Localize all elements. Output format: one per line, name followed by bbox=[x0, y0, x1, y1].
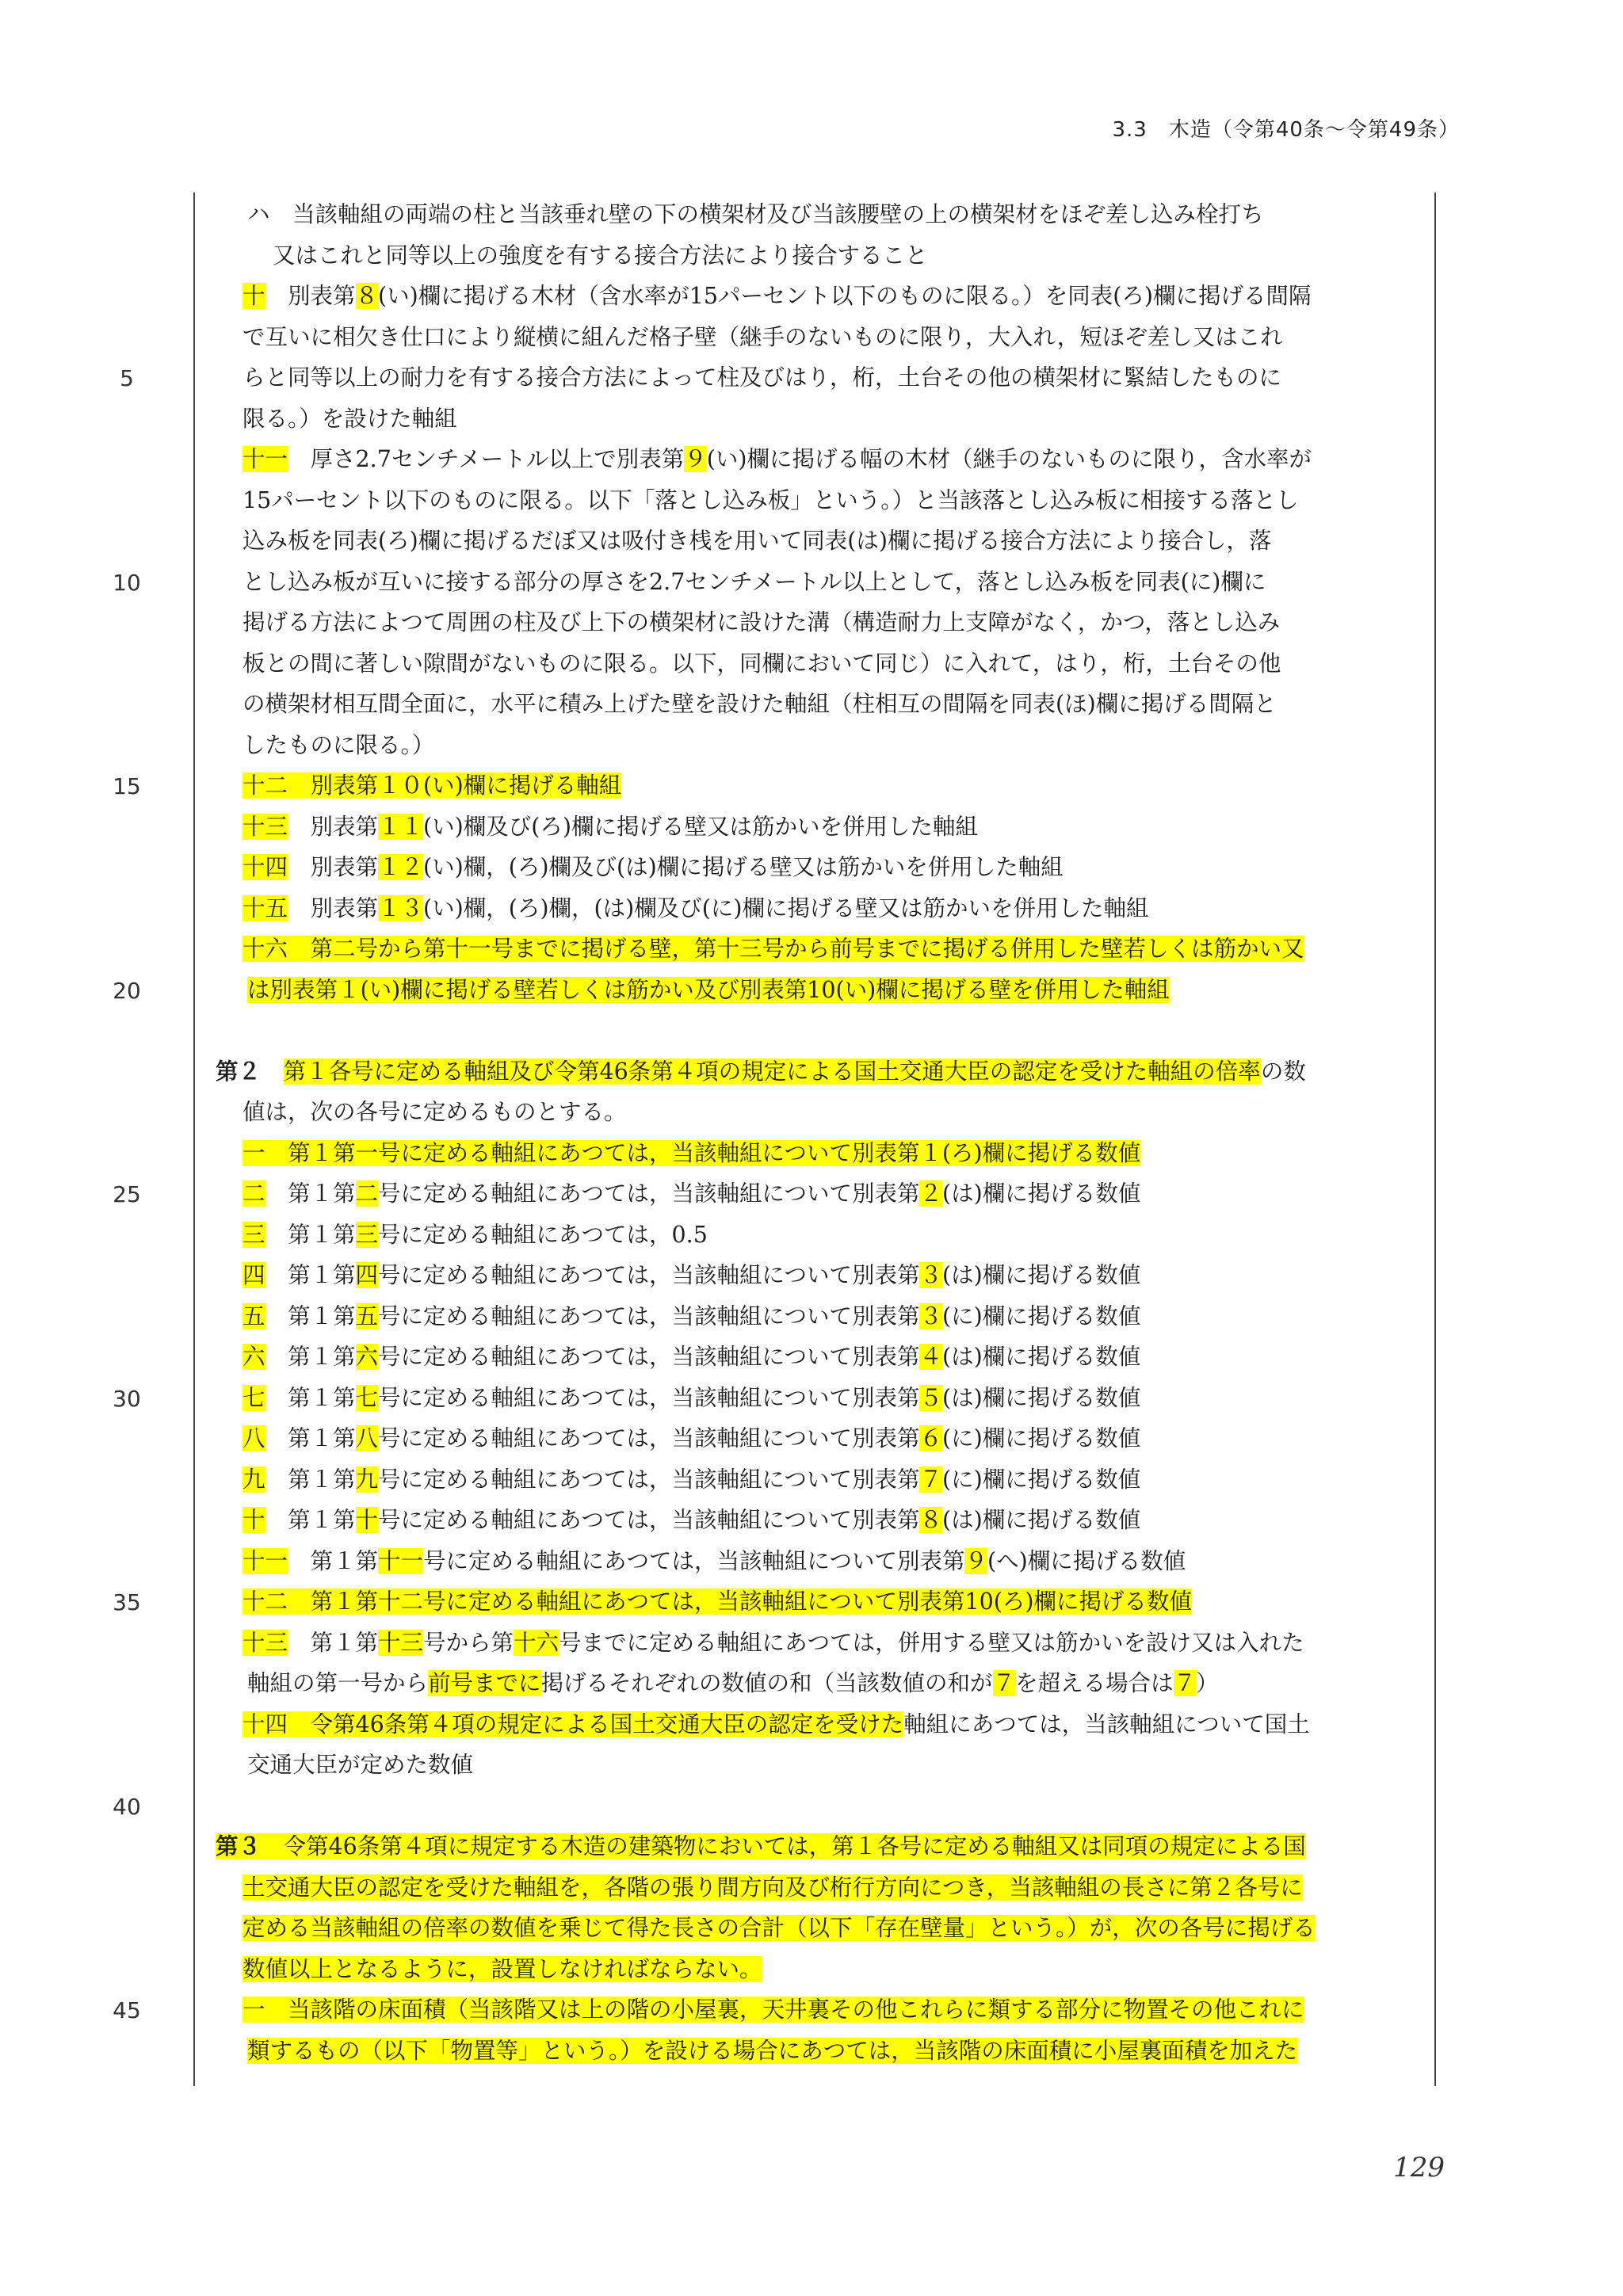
text-segment: 別表第 bbox=[288, 854, 379, 880]
line-number: 45 bbox=[113, 1997, 141, 2023]
text-segment: ） bbox=[1196, 1670, 1219, 1696]
text-segment: 号に定める軸組にあつては，当該軸組について別表第 bbox=[423, 1547, 965, 1574]
text-segment: (い)欄及び(ろ)欄に掲げる壁又は筋かいを併用した軸組 bbox=[423, 813, 979, 840]
text-line bbox=[242, 725, 434, 766]
highlighted-text: ３ bbox=[919, 1302, 942, 1329]
text-line bbox=[216, 1051, 1306, 1093]
highlighted-text: 四 bbox=[355, 1262, 379, 1288]
text-segment: 第１第 bbox=[288, 1547, 379, 1574]
text-segment: 号に定める軸組にあつては，当該軸組について別表第 bbox=[378, 1302, 920, 1329]
line-number: 25 bbox=[113, 1181, 141, 1207]
text-segment: らと同等以上の耐力を有する接合方法によって柱及びはり，桁，土台その他の横架材に緊結したものに bbox=[242, 364, 1282, 391]
text-segment: 第１第 bbox=[265, 1302, 356, 1329]
text-segment: 号に定める軸組にあつては，当該軸組について別表第 bbox=[378, 1262, 920, 1288]
highlighted-text: 三 bbox=[355, 1221, 379, 1248]
text-segment: 第１第 bbox=[265, 1384, 356, 1411]
text-line bbox=[242, 1296, 1140, 1337]
text-segment: を超える場合は bbox=[1015, 1670, 1174, 1696]
highlighted-text: ３ bbox=[919, 1262, 942, 1288]
text-line bbox=[242, 1908, 1316, 1949]
line-number: 40 bbox=[113, 1793, 141, 1820]
running-header: 3.3 木造（令第40条〜令第49条） bbox=[1112, 118, 1460, 142]
text-segment: (は)欄に掲げる数値 bbox=[942, 1507, 1141, 1533]
text-line bbox=[242, 1949, 762, 1990]
highlighted-text: ７ bbox=[919, 1466, 942, 1493]
highlighted-text: 十 bbox=[242, 1507, 265, 1533]
highlighted-text: 十一 bbox=[242, 446, 288, 472]
highlighted-text: 類するもの（以下「物置等」という。）を設ける場合にあつては，当該階の床面積に小屋裏面積を加えた bbox=[247, 2037, 1298, 2064]
text-segment: 厚さ2.7センチメートル以上で別表第 bbox=[288, 446, 685, 472]
highlighted-text: 九 bbox=[242, 1466, 265, 1493]
text-segment: 板との間に著しい隙間がないものに限る。以下，同欄において同じ）に入れて，はり，桁，土台その他 bbox=[242, 650, 1281, 677]
text-line bbox=[242, 847, 1064, 888]
highlighted-text: 十一 bbox=[242, 1547, 288, 1574]
text-segment: 15パーセント以下のものに限る。以下「落とし込み板」という。）と当該落とし込み板に相接する落とし bbox=[242, 486, 1299, 513]
text-segment: 掲げるそれぞれの数値の和（当該数値の和が bbox=[540, 1670, 993, 1696]
text-segment: 交通大臣が定めた数値 bbox=[247, 1752, 474, 1778]
line-number: 5 bbox=[120, 365, 134, 391]
highlighted-text: 五 bbox=[355, 1302, 379, 1329]
highlighted-text: 一 当該階の床面積（当該階又は上の階の小屋裏，天井裏その他これらに類する部分に物置その他これに bbox=[242, 1997, 1304, 2023]
highlighted-text: ７ bbox=[992, 1670, 1016, 1696]
text-line bbox=[242, 1459, 1140, 1501]
text-line bbox=[242, 399, 457, 440]
text-line bbox=[247, 1745, 473, 1786]
text-line bbox=[242, 684, 1277, 725]
highlighted-text: 十 bbox=[242, 283, 265, 309]
text-segment: (い)欄，(ろ)欄及び(は)欄に掲げる壁又は筋かいを併用した軸組 bbox=[423, 854, 1064, 880]
text-line bbox=[242, 929, 1304, 970]
text-segment: したものに限る。） bbox=[242, 731, 435, 758]
text-line bbox=[242, 1581, 1192, 1623]
highlighted-text: 八 bbox=[242, 1425, 265, 1451]
highlighted-text: 十二 bbox=[242, 772, 288, 799]
text-line bbox=[247, 1663, 1219, 1704]
text-segment: 号までに定める軸組にあつては，併用する壁又は筋かいを設け又は入れた bbox=[559, 1629, 1304, 1656]
text-segment: 又はこれと同等以上の強度を有する接合方法により接合すること bbox=[273, 242, 928, 269]
text-line bbox=[242, 1500, 1140, 1541]
text-segment: 軸組にあつては，当該軸組について国土 bbox=[903, 1711, 1310, 1737]
text-line bbox=[216, 1826, 1306, 1867]
highlighted-text: 十四 令第46条第４項の規定による国土交通大臣の認定を受けた bbox=[242, 1711, 904, 1737]
highlighted-text: ８ bbox=[919, 1507, 942, 1533]
text-line bbox=[242, 521, 1271, 562]
highlighted-text: ２ bbox=[919, 1180, 942, 1207]
highlighted-text: １２ bbox=[378, 854, 424, 880]
highlighted-text: ９ bbox=[684, 446, 707, 472]
text-segment: 第１第 bbox=[288, 1629, 379, 1656]
text-segment: 別表第 bbox=[288, 894, 379, 921]
text-segment: 号に定める軸組にあつては，当該軸組について別表第 bbox=[378, 1384, 920, 1411]
text-segment: とし込み板が互いに接する部分の厚さを2.7センチメートル以上として，落とし込み板を同表(に)欄に bbox=[242, 568, 1266, 595]
text-line bbox=[242, 1173, 1140, 1215]
text-line bbox=[242, 480, 1298, 521]
text-segment: (い)欄に掲げる幅の木材（継手のないものに限り，含水率が bbox=[706, 446, 1312, 472]
text-line bbox=[242, 562, 1266, 603]
highlighted-text: 六 bbox=[355, 1344, 379, 1370]
text-line bbox=[242, 1989, 1304, 2031]
highlighted-text: ６ bbox=[919, 1425, 942, 1451]
highlighted-text: ９ bbox=[964, 1547, 987, 1574]
text-segment: (い)欄，(ろ)欄，(は)欄及び(に)欄に掲げる壁又は筋かいを併用した軸組 bbox=[423, 894, 1149, 921]
text-segment: (は)欄に掲げる数値 bbox=[942, 1262, 1141, 1288]
text-line bbox=[247, 970, 1170, 1011]
text-segment: 第１第 bbox=[265, 1221, 356, 1248]
text-segment: (は)欄に掲げる数値 bbox=[942, 1180, 1141, 1207]
text-segment: 別表第 bbox=[265, 283, 356, 309]
left-margin-rule bbox=[193, 193, 195, 2086]
text-segment: の横架材相互間全面に，水平に積み上げた壁を設けた軸組（柱相互の間隔を同表(ほ)欄に掲げる間隔と bbox=[242, 691, 1277, 717]
text-line bbox=[242, 1541, 1186, 1582]
text-line bbox=[242, 807, 978, 848]
text-line bbox=[242, 357, 1281, 399]
text-line bbox=[242, 1867, 1303, 1909]
highlighted-text: 前号までに bbox=[428, 1670, 541, 1696]
text-line bbox=[242, 1337, 1140, 1378]
line-number: 15 bbox=[113, 773, 141, 799]
text-segment: 号から第 bbox=[423, 1629, 514, 1656]
highlighted-text: 四 bbox=[242, 1262, 265, 1288]
text-segment: 第１第 bbox=[265, 1507, 356, 1533]
text-segment: 第１第 bbox=[265, 1344, 356, 1370]
highlighted-text: 第１各号に定める軸組及び令第46条第４項の規定による国土交通大臣の認定を受けた軸組の倍率 bbox=[283, 1058, 1261, 1085]
highlighted-text: 令第46条第４項に規定する木造の建築物においては，第１各号に定める軸組又は同項の規定による国 bbox=[261, 1833, 1306, 1859]
highlighted-text: 十三 bbox=[378, 1629, 424, 1656]
highlighted-text: ４ bbox=[919, 1344, 942, 1370]
highlighted-text: 七 bbox=[242, 1384, 265, 1411]
text-line bbox=[242, 317, 1283, 358]
highlighted-text: 一 第１第一号に定める軸組にあつては，当該軸組について別表第１(ろ)欄に掲げる数値 bbox=[242, 1139, 1141, 1166]
line-number: 30 bbox=[113, 1385, 141, 1412]
text-segment: 軸組の第一号から bbox=[247, 1670, 429, 1696]
text-line bbox=[242, 602, 1280, 643]
text-segment: 込み板を同表(ろ)欄に掲げるだぼ又は吸付き桟を用いて同表(は)欄に掲げる接合方法により接合し，落 bbox=[242, 528, 1272, 554]
text-line bbox=[242, 1255, 1140, 1296]
highlighted-text: 十六 第二号から第十一号までに掲げる壁，第十三号から前号までに掲げる併用した壁若しくは筋かい又 bbox=[242, 936, 1304, 962]
text-segment: (に)欄に掲げる数値 bbox=[942, 1302, 1141, 1329]
text-line bbox=[242, 439, 1312, 480]
highlighted-text: 三 bbox=[242, 1221, 265, 1248]
highlighted-text: １１ bbox=[378, 813, 424, 840]
text-segment: 第１第 bbox=[265, 1466, 356, 1493]
text-segment: 号に定める軸組にあつては，当該軸組について別表第 bbox=[378, 1425, 920, 1451]
text-line bbox=[242, 1378, 1140, 1419]
text-line bbox=[242, 643, 1281, 685]
line-number: 20 bbox=[113, 977, 141, 1004]
highlighted-text: 第３ bbox=[216, 1833, 262, 1859]
highlighted-text: 十三 bbox=[242, 1629, 288, 1656]
highlighted-text: 八 bbox=[355, 1425, 379, 1451]
highlighted-text: １３ bbox=[378, 894, 424, 921]
highlighted-text: 二 bbox=[242, 1180, 265, 1207]
highlighted-text: ７ bbox=[1173, 1670, 1197, 1696]
text-line bbox=[242, 765, 621, 807]
text-segment bbox=[261, 1058, 284, 1085]
page-number: 129 bbox=[1393, 2152, 1445, 2183]
text-segment: (い)欄に掲げる木材（含水率が15パーセント以下のものに限る。）を同表(ろ)欄に掲げる間隔 bbox=[378, 283, 1312, 309]
highlighted-text: ５ bbox=[919, 1384, 942, 1411]
highlighted-text: 五 bbox=[242, 1302, 265, 1329]
text-line bbox=[247, 2031, 1297, 2072]
text-segment: (は)欄に掲げる数値 bbox=[942, 1344, 1141, 1370]
text-line bbox=[242, 1418, 1140, 1459]
text-segment: (へ)欄に掲げる数値 bbox=[987, 1547, 1186, 1574]
text-segment: 値は，次の各号に定めるものとする。 bbox=[242, 1099, 627, 1125]
highlighted-text: 十一 bbox=[378, 1547, 424, 1574]
highlighted-text: 土交通大臣の認定を受けた軸組を，各階の張り間方向及び桁行方向につき，当該軸組の長さに第２各号に bbox=[242, 1874, 1303, 1901]
highlighted-text: 七 bbox=[355, 1384, 379, 1411]
text-line bbox=[242, 1092, 627, 1133]
highlighted-text: 十二 第１第十二号に定める軸組にあつては，当該軸組について別表第10(ろ)欄に掲げる数値 bbox=[242, 1589, 1192, 1615]
text-segment: (に)欄に掲げる数値 bbox=[942, 1466, 1141, 1493]
line-number: 10 bbox=[113, 569, 141, 596]
text-segment: 別表第 bbox=[288, 813, 379, 840]
highlighted-text: １０(い)欄に掲げる軸組 bbox=[378, 772, 622, 799]
highlighted-text: 九 bbox=[355, 1466, 379, 1493]
highlighted-text: 十六 bbox=[514, 1629, 559, 1656]
right-margin-rule bbox=[1434, 193, 1436, 2086]
text-line bbox=[247, 194, 1264, 235]
text-segment: 第１第 bbox=[265, 1262, 356, 1288]
text-segment: (は)欄に掲げる数値 bbox=[942, 1384, 1141, 1411]
line-number: 35 bbox=[113, 1589, 141, 1615]
highlighted-text: 数値以上となるように，設置しなければならない。 bbox=[242, 1955, 762, 1982]
text-segment: 号に定める軸組にあつては，当該軸組について別表第 bbox=[378, 1466, 920, 1493]
text-segment: 号に定める軸組にあつては，当該軸組について別表第 bbox=[378, 1180, 920, 1207]
text-segment: (に)欄に掲げる数値 bbox=[942, 1425, 1141, 1451]
text-line bbox=[242, 1133, 1140, 1174]
text-line bbox=[242, 888, 1149, 929]
highlighted-text: 別表第 bbox=[288, 772, 379, 799]
highlighted-text: 六 bbox=[242, 1344, 265, 1370]
text-line bbox=[273, 235, 928, 277]
highlighted-text: 十五 bbox=[242, 894, 288, 921]
text-segment: 号に定める軸組にあつては，当該軸組について別表第 bbox=[378, 1507, 920, 1533]
text-segment: 限る。）を設けた軸組 bbox=[242, 405, 457, 432]
text-segment: 第１第 bbox=[265, 1425, 356, 1451]
text-segment: の数 bbox=[1260, 1058, 1306, 1085]
highlighted-text: 二 bbox=[355, 1180, 379, 1207]
highlighted-text: 定める当該軸組の倍率の数値を乗じて得た長さの合計（以下「存在壁量」という。）が，次の各号に掲げる bbox=[242, 1915, 1316, 1941]
text-segment: ハ 当該軸組の両端の柱と当該垂れ壁の下の横架材及び当該腰壁の上の横架材をほぞ差し込み栓打ち bbox=[247, 201, 1264, 227]
text-line bbox=[242, 1623, 1304, 1664]
text-segment: 号に定める軸組にあつては，0.5 bbox=[378, 1221, 708, 1248]
text-line bbox=[242, 1704, 1310, 1745]
highlighted-text: は別表第１(い)欄に掲げる壁若しくは筋かい及び別表第10(い)欄に掲げる壁を併用した軸組 bbox=[247, 976, 1170, 1003]
highlighted-text: ８ bbox=[355, 283, 379, 309]
text-segment: 掲げる方法によつて周囲の柱及び上下の横架材に設けた溝（構造耐力上支障がなく，かつ，落とし込み bbox=[242, 609, 1281, 635]
text-line bbox=[242, 276, 1311, 317]
text-segment: 第１第 bbox=[265, 1180, 356, 1207]
text-segment: 号に定める軸組にあつては，当該軸組について別表第 bbox=[378, 1344, 920, 1370]
highlighted-text: 十四 bbox=[242, 854, 288, 880]
highlighted-text: 十三 bbox=[242, 813, 288, 840]
text-segment: 第２ bbox=[216, 1058, 262, 1085]
text-segment: で互いに相欠き仕口により縦横に組んだ格子壁（継手のないものに限り，大入れ，短ほぞ差し又はこれ bbox=[242, 323, 1283, 350]
text-line bbox=[242, 1215, 708, 1256]
highlighted-text: 十 bbox=[355, 1507, 379, 1533]
